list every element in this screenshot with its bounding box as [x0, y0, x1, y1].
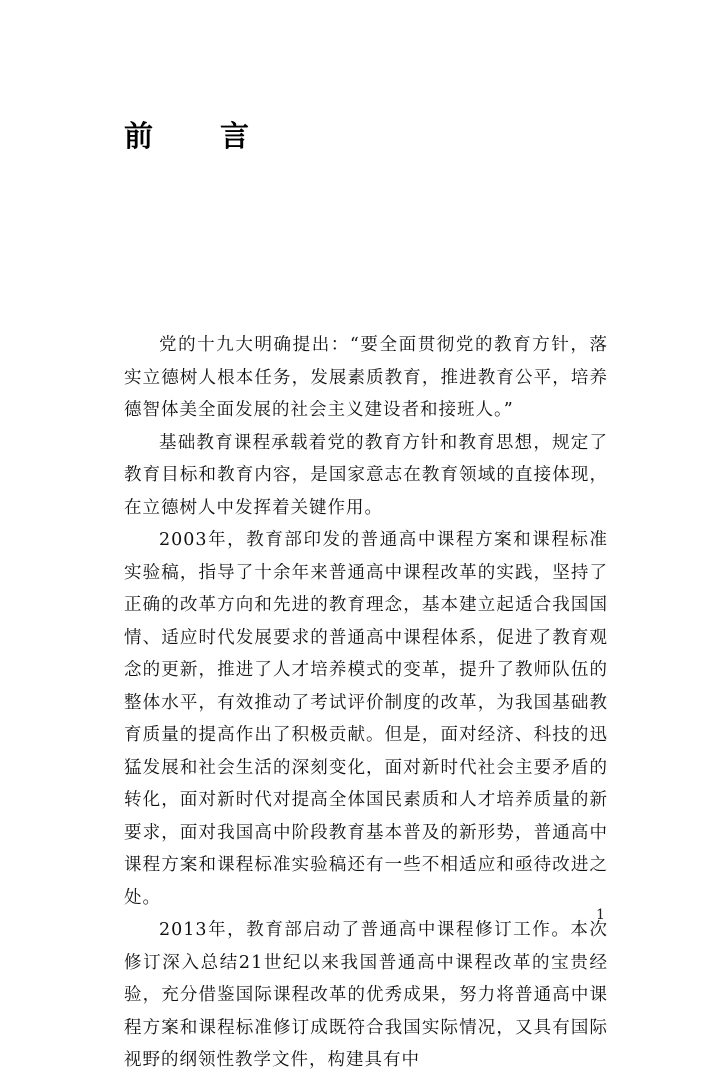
paragraph-4: 2013年，教育部启动了普通高中课程修订工作。本次修订深入总结21世纪以来我国普通高中课程改革的宝贵经验，充分借鉴国际课程改革的优秀成果，努力将普通高中课程方案和课程标准修订成既符合我国实际情况，又具有国际视野的纲领性教学文件，构建具有中 — [124, 920, 608, 1070]
page-number: 1 — [596, 907, 605, 923]
paragraph-2: 基础教育课程承载着党的教育方针和教育思想，规定了教育目标和教育内容，是国家意志在教育领域的直接体现，在立德树人中发挥着关键作用。 — [124, 432, 608, 518]
body-text — [124, 329, 608, 1077]
page-title: 前 言 — [124, 119, 269, 153]
paragraph-1: 党的十九大明确提出：“要全面贯彻党的教育方针，落实立德树人根本任务，发展素质教育，推进教育公平，培养德智体美全面发展的社会主义建设者和接班人。” — [124, 335, 608, 420]
paragraph-3: 2003年，教育部印发的普通高中课程方案和课程标准实验稿，指导了十余年来普通高中课程改革的实践，坚持了正确的改革方向和先进的教育理念，基本建立起适合我国国情、适应时代发展要求的普通高中课程体系，促进了教育观念的更新，推进了人才培养模式的变革，提升了教师队伍的整体水平，有效推动了考试评价制度的改革，为我国基础教育质量的提高作出了积极贡献。但是，面对经济、科技的迅猛发展和社会生活的深刻变化，面对新时代社会主要矛盾的转化，面对新时代对提高全体国民素质和人才培养质量的新要求，面对我国高中阶段教育基本普及的新形势，普通高中课程方案和课程标准实验稿还有一些不相适应和亟待改进之处。 — [124, 530, 608, 908]
